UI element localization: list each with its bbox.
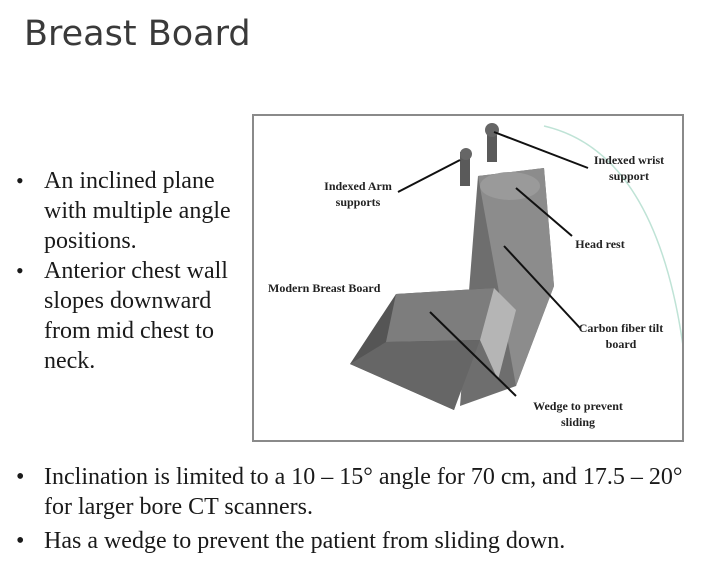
slide-title: Breast Board xyxy=(24,14,251,54)
bullet-item xyxy=(16,462,706,522)
bullet-dot-icon: • xyxy=(16,528,25,554)
label-wedge: Wedge to prevent sliding xyxy=(533,399,623,429)
label-indexed-arm: Indexed Arm supports xyxy=(324,179,392,209)
bullet-dot-icon: • xyxy=(16,464,25,490)
label-indexed-wrist: Indexed wrist support xyxy=(593,153,665,183)
arm-support-knob xyxy=(460,148,472,160)
bullet-dot-icon: • xyxy=(16,168,24,193)
label-head-rest: Head rest xyxy=(575,237,625,251)
left-bullet-list xyxy=(16,166,238,376)
bullet-dot-icon: • xyxy=(16,258,24,283)
bullet-item xyxy=(16,166,238,256)
bullet-item xyxy=(16,256,238,376)
bullet-text: Anterior chest wall slopes downward from mid chest to neck. xyxy=(44,258,228,374)
head-rest-shape xyxy=(480,172,540,200)
wrist-support-knob xyxy=(485,123,499,137)
bottom-bullet-list xyxy=(16,462,706,560)
breast-board-figure xyxy=(252,114,684,442)
bullet-text: An inclined plane with multiple angle positions. xyxy=(44,168,231,254)
label-carbon-fiber: Carbon fiber tilt board xyxy=(578,321,664,351)
bullet-text: Has a wedge to prevent the patient from sliding down. xyxy=(44,528,566,554)
bullet-item xyxy=(16,526,706,556)
wedge-top xyxy=(386,288,494,342)
arm-pointer xyxy=(398,160,460,192)
label-modern-board: Modern Breast Board xyxy=(268,281,381,295)
bullet-text: Inclination is limited to a 10 – 15° angle for 70 cm, and 17.5 – 20° for larger bore CT scanners. xyxy=(44,464,683,520)
